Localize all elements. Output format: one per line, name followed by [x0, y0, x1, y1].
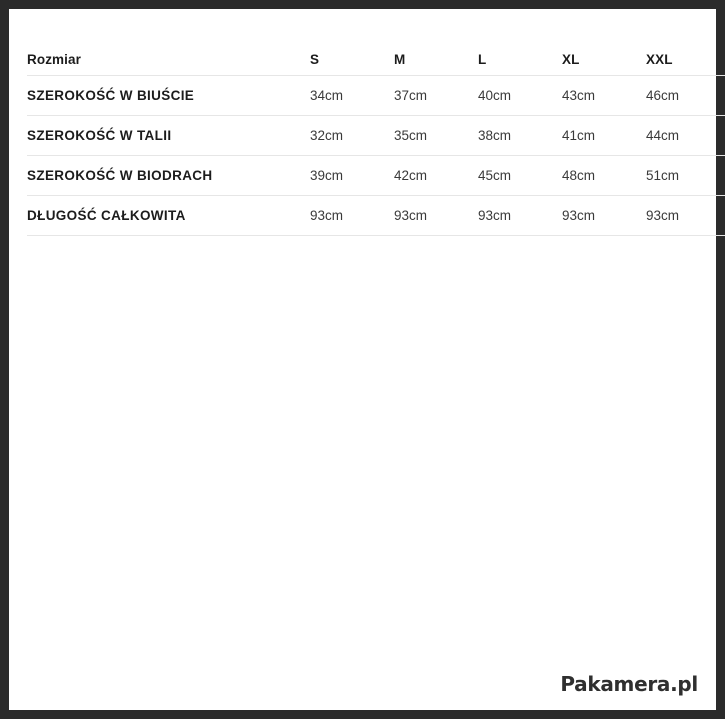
- column-header-m: M: [394, 43, 478, 76]
- table-row: [27, 116, 725, 156]
- row-label: SZEROKOŚĆ W TALII: [27, 116, 310, 156]
- table-header: [27, 43, 725, 76]
- cell-value: 93cm: [394, 196, 478, 236]
- cell-value: 42cm: [394, 156, 478, 196]
- cell-value: 37cm: [394, 76, 478, 116]
- cell-value: 51cm: [646, 156, 725, 196]
- cell-value: 48cm: [562, 156, 646, 196]
- cell-value: 41cm: [562, 116, 646, 156]
- row-label: DŁUGOŚĆ CAŁKOWITA: [27, 196, 310, 236]
- cell-value: 43cm: [562, 76, 646, 116]
- size-chart-sheet: [9, 9, 716, 710]
- column-header-measurement: Rozmiar: [27, 43, 310, 76]
- column-header-l: L: [478, 43, 562, 76]
- row-label: SZEROKOŚĆ W BIODRACH: [27, 156, 310, 196]
- table-header-row: [27, 43, 725, 76]
- table-row: [27, 156, 725, 196]
- column-header-xl: XL: [562, 43, 646, 76]
- cell-value: 93cm: [310, 196, 394, 236]
- cell-value: 32cm: [310, 116, 394, 156]
- cell-value: 93cm: [562, 196, 646, 236]
- table-row: [27, 76, 725, 116]
- table-row: [27, 196, 725, 236]
- cell-value: 93cm: [478, 196, 562, 236]
- cell-value: 40cm: [478, 76, 562, 116]
- cell-value: 93cm: [646, 196, 725, 236]
- watermark-logo: Pakamera.pl: [560, 672, 698, 696]
- size-chart-table: [27, 43, 725, 236]
- row-label: SZEROKOŚĆ W BIUŚCIE: [27, 76, 310, 116]
- cell-value: 39cm: [310, 156, 394, 196]
- cell-value: 35cm: [394, 116, 478, 156]
- cell-value: 46cm: [646, 76, 725, 116]
- table-body: [27, 76, 725, 236]
- cell-value: 34cm: [310, 76, 394, 116]
- cell-value: 44cm: [646, 116, 725, 156]
- cell-value: 45cm: [478, 156, 562, 196]
- column-header-xxl: XXL: [646, 43, 725, 76]
- column-header-s: S: [310, 43, 394, 76]
- cell-value: 38cm: [478, 116, 562, 156]
